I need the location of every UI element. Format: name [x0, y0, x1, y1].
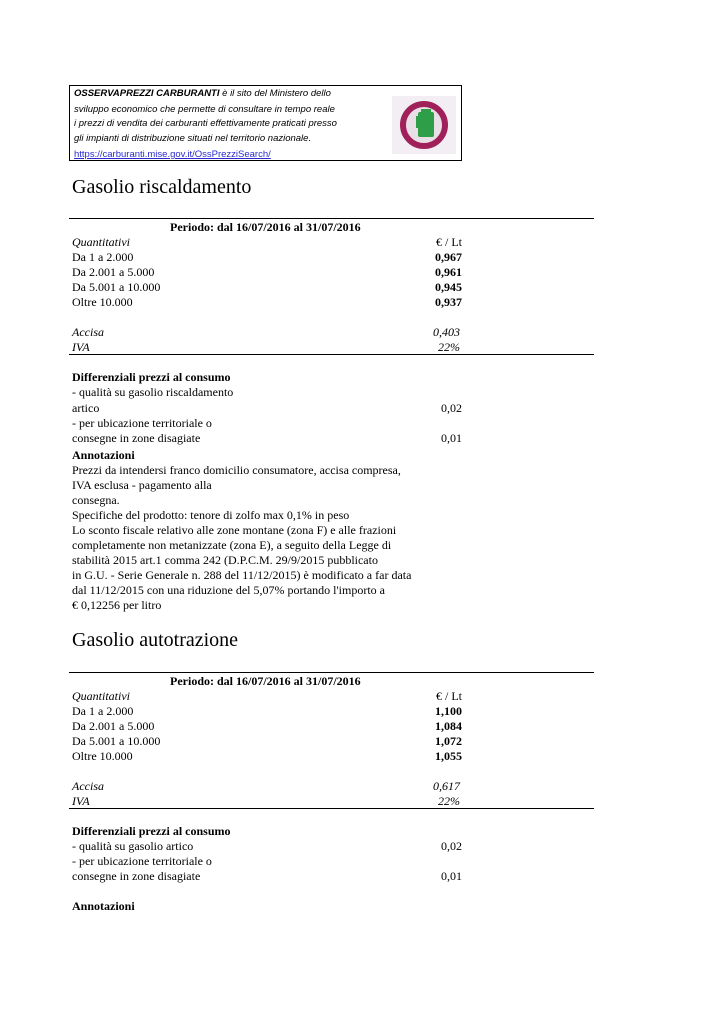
differential-text: consegne in zone disagiate: [72, 431, 201, 445]
info-line-4: gli impianti di distribuzione situati nel territorio nazionale.: [74, 133, 312, 144]
divider: [69, 218, 594, 219]
price-row-label: Da 2.001 a 5.000: [72, 719, 155, 733]
note-line: Prezzi da intendersi franco domicilio consumatore, accisa compresa,: [72, 463, 401, 477]
note-line: in G.U. - Serie Generale n. 288 del 11/12/2015) è modificato a far data: [72, 568, 412, 582]
info-line-1: [74, 88, 331, 99]
iva-label: IVA: [72, 340, 90, 354]
note-line: IVA esclusa - pagamento alla: [72, 478, 212, 492]
info-line-2: sviluppo economico che permette di consultare in tempo reale: [74, 104, 335, 115]
price-row-label: Da 2.001 a 5.000: [72, 265, 155, 279]
price-row-value: 1,100: [435, 704, 462, 718]
note-line: Lo sconto fiscale relativo alle zone montane (zona F) e alle frazioni: [72, 523, 397, 537]
quantity-header: Quantitativi: [72, 689, 130, 703]
price-row-label: Oltre 10.000: [72, 295, 133, 309]
price-row-value: 0,961: [435, 265, 462, 279]
notes-title: Annotazioni: [72, 448, 135, 462]
info-box: [69, 85, 462, 161]
differential-value: 0,02: [441, 401, 462, 415]
section-title-autotrazione: Gasolio autotrazione: [72, 629, 239, 651]
brand-name: OSSERVAPREZZI CARBURANTI: [74, 88, 220, 99]
differential-text: - per ubicazione territoriale o: [72, 854, 212, 868]
info-line-1-rest: è il sito del Ministero dello: [222, 88, 331, 99]
osservaprezzi-link[interactable]: https://carburanti.mise.gov.it/OssPrezziSearch/: [74, 149, 271, 160]
price-row-value: 1,084: [435, 719, 462, 733]
note-line: stabilità 2015 art.1 comma 242 (D.P.C.M. 29/9/2015 pubblicato: [72, 553, 378, 567]
iva-label: IVA: [72, 794, 90, 808]
note-line: completamente non metanizzate (zona E), a seguito della Legge di: [72, 538, 392, 552]
iva-value: 22%: [438, 340, 460, 354]
section-title-riscaldamento: Gasolio riscaldamento: [72, 176, 252, 198]
period-label: Periodo: dal 16/07/2016 al 31/07/2016: [170, 674, 361, 688]
differential-text: artico: [72, 401, 100, 415]
notes-title: Annotazioni: [72, 899, 135, 913]
note-line: Specifiche del prodotto: tenore di zolfo max 0,1% in peso: [72, 508, 350, 522]
price-row-value: 1,055: [435, 749, 462, 763]
differential-text: - qualità su gasolio artico: [72, 839, 194, 853]
note-line: dal 11/12/2015 con una riduzione del 5,07% portando l'importo a: [72, 583, 385, 597]
iva-value: 22%: [438, 794, 460, 808]
note-line: consegna.: [72, 493, 120, 507]
accisa-value: 0,617: [433, 779, 460, 793]
note-line: € 0,12256 per litro: [72, 598, 162, 612]
fuel-pump-logo-icon: [392, 96, 456, 154]
price-row-label: Oltre 10.000: [72, 749, 133, 763]
differential-text: - per ubicazione territoriale o: [72, 416, 212, 430]
period-label: Periodo: dal 16/07/2016 al 31/07/2016: [170, 220, 361, 234]
divider: [69, 808, 594, 809]
price-row-value: 1,072: [435, 734, 462, 748]
unit-header: € / Lt: [436, 235, 462, 249]
differential-value: 0,01: [441, 431, 462, 445]
divider: [69, 672, 594, 673]
differential-value: 0,02: [441, 839, 462, 853]
price-row-value: 0,967: [435, 250, 462, 264]
info-line-3: i prezzi di vendita dei carburanti effettivamente praticati presso: [74, 118, 337, 129]
differential-text: - qualità su gasolio riscaldamento: [72, 385, 234, 399]
differential-text: consegne in zone disagiate: [72, 869, 201, 883]
price-row-label: Da 1 a 2.000: [72, 250, 134, 264]
price-row-label: Da 1 a 2.000: [72, 704, 134, 718]
price-row-value: 0,945: [435, 280, 462, 294]
accisa-label: Accisa: [72, 779, 104, 793]
differential-value: 0,01: [441, 869, 462, 883]
differentials-title: Differenziali prezzi al consumo: [72, 824, 231, 838]
price-row-value: 0,937: [435, 295, 462, 309]
price-row-label: Da 5.001 a 10.000: [72, 280, 161, 294]
price-row-label: Da 5.001 a 10.000: [72, 734, 161, 748]
differentials-title: Differenziali prezzi al consumo: [72, 370, 231, 384]
accisa-value: 0,403: [433, 325, 460, 339]
accisa-label: Accisa: [72, 325, 104, 339]
divider: [69, 354, 594, 355]
quantity-header: Quantitativi: [72, 235, 130, 249]
unit-header: € / Lt: [436, 689, 462, 703]
